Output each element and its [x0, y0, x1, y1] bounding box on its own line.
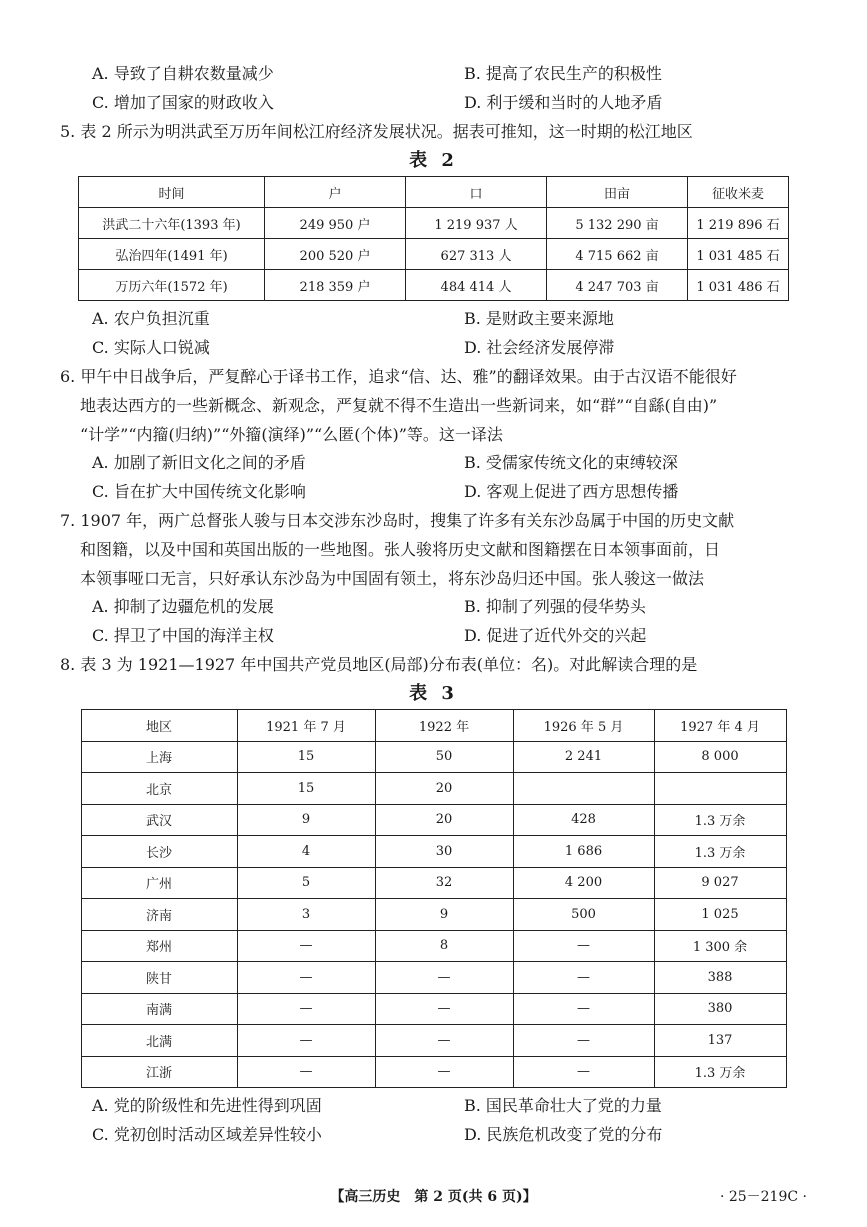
table3	[81, 709, 787, 1088]
table-cell: 1 219 937 人	[406, 208, 547, 239]
table-cell: 15	[237, 741, 375, 773]
table2-header-row	[79, 177, 789, 208]
table-cell: 1.3 万余	[654, 804, 786, 836]
table-row	[81, 867, 786, 899]
q4-options-row1	[60, 60, 807, 89]
table-cell: 1 031 486 石	[688, 270, 789, 301]
table-cell: —	[237, 930, 375, 962]
table-cell: —	[513, 993, 654, 1025]
q7-option-a: A. 抑制了边疆危机的发展	[92, 597, 274, 616]
table-cell: 9	[375, 899, 513, 931]
table-cell: —	[513, 1056, 654, 1088]
table-cell: 484 414 人	[406, 270, 547, 301]
q4-option-a: A. 导致了自耕农数量减少	[92, 64, 274, 83]
q8-stem: 8. 表 3 为 1921—1927 年中国共产党员地区(局部)分布表(单位：名)。对此解读合理的是	[60, 655, 698, 674]
table-row	[81, 1025, 786, 1057]
q6-option-c: C. 旨在扩大中国传统文化影响	[92, 481, 306, 501]
table-cell: 3	[237, 899, 375, 931]
table-cell: 长沙	[81, 836, 237, 868]
table-row	[81, 993, 786, 1025]
table-cell: 5	[237, 867, 375, 899]
table-cell: 249 950 户	[265, 208, 406, 239]
table-cell: —	[513, 962, 654, 994]
table-cell: 30	[375, 836, 513, 868]
q7-option-c: C. 捍卫了中国的海洋主权	[92, 625, 274, 645]
table-cell: 南满	[81, 993, 237, 1025]
q6-stem-line2: 地表达西方的一些新概念、新观念，严复就不得不生造出一些新词来，如“群”“自繇(自由)”	[80, 396, 718, 415]
table-cell: —	[237, 1025, 375, 1057]
table-cell: 江浙	[81, 1056, 237, 1088]
table-row	[81, 804, 786, 836]
table-cell: 4 200	[513, 867, 654, 899]
table-cell: 4	[237, 836, 375, 868]
table-cell: 上海	[81, 741, 237, 773]
table-cell: —	[237, 1056, 375, 1088]
table3-header-cell: 1926 年 5 月	[513, 710, 654, 742]
table-cell: 200 520 户	[265, 239, 406, 270]
table-row	[79, 208, 789, 239]
table-row	[79, 239, 789, 270]
q5-option-b: B. 是财政主要来源地	[464, 309, 614, 328]
q8-options-row1	[60, 1092, 807, 1121]
table-cell: 428	[513, 804, 654, 836]
q5-options-row2	[60, 334, 807, 363]
table-cell: 20	[375, 804, 513, 836]
table-cell: 32	[375, 867, 513, 899]
table-cell: 1 031 485 石	[688, 239, 789, 270]
table-cell: 济南	[81, 899, 237, 931]
table-cell: —	[237, 993, 375, 1025]
table-cell: —	[513, 930, 654, 962]
q6-stem-line3: “计学”“内籀(归纳)”“外籀(演绎)”“么匿(个体)”等。这一译法	[80, 425, 503, 444]
q4-options-row2	[60, 89, 807, 118]
table-cell: 388	[654, 962, 786, 994]
q6-options-row2	[60, 478, 807, 507]
table-cell: —	[375, 993, 513, 1025]
table2-header-cell: 户	[265, 177, 406, 208]
q8-option-b: B. 国民革命壮大了党的力量	[464, 1096, 662, 1115]
table-cell: 4 247 703 亩	[547, 270, 688, 301]
table-cell: 1 219 896 石	[688, 208, 789, 239]
table-cell: —	[375, 1025, 513, 1057]
table-cell: 武汉	[81, 804, 237, 836]
table-cell	[513, 773, 654, 805]
table2-header-cell: 田亩	[547, 177, 688, 208]
table-cell: 500	[513, 899, 654, 931]
table-row	[81, 741, 786, 773]
table-cell: 9 027	[654, 867, 786, 899]
q7-option-d: D. 促进了近代外交的兴起	[464, 625, 647, 645]
table3-header-cell: 地区	[81, 710, 237, 742]
q6-option-b: B. 受儒家传统文化的束缚较深	[464, 453, 678, 472]
table-cell: —	[237, 962, 375, 994]
table-cell: 15	[237, 773, 375, 805]
table-cell: 4 715 662 亩	[547, 239, 688, 270]
table3-header-cell: 1922 年	[375, 710, 513, 742]
q5-option-d: D. 社会经济发展停滞	[464, 337, 615, 357]
q6-options-row1	[60, 449, 807, 478]
q5-option-a: A. 农户负担沉重	[92, 309, 210, 328]
exam-code: · 25－219C ·	[719, 1189, 807, 1205]
table-cell: 218 359 户	[265, 270, 406, 301]
table-cell: 万历六年(1572 年)	[79, 270, 265, 301]
table-row	[81, 1056, 786, 1088]
q7-stem-line1: 7. 1907 年，两广总督张人骏与日本交涉东沙岛时，搜集了许多有关东沙岛属于中国的历史文献	[60, 511, 735, 530]
q7-stem-line2: 和图籍，以及中国和英国出版的一些地图。张人骏将历史文献和图籍摆在日本领事面前，日	[80, 540, 721, 559]
table-cell: 北京	[81, 773, 237, 805]
table-cell: 5 132 290 亩	[547, 208, 688, 239]
table-cell: —	[375, 1056, 513, 1088]
table-cell: 8	[375, 930, 513, 962]
table-cell: 20	[375, 773, 513, 805]
table-cell: —	[513, 1025, 654, 1057]
q4-option-d: D. 利于缓和当时的人地矛盾	[464, 92, 663, 112]
table-cell: —	[375, 962, 513, 994]
table-cell: 1 686	[513, 836, 654, 868]
table-cell: 郑州	[81, 930, 237, 962]
table-cell: 广州	[81, 867, 237, 899]
table-cell: 洪武二十六年(1393 年)	[79, 208, 265, 239]
table-cell: 北满	[81, 1025, 237, 1057]
q4-option-c: C. 增加了国家的财政收入	[92, 92, 274, 112]
q5-options-row1	[60, 305, 807, 334]
table2	[78, 176, 789, 301]
table-row	[81, 930, 786, 962]
q6-option-a: A. 加剧了新旧文化之间的矛盾	[92, 453, 306, 472]
q6-option-d: D. 客观上促进了西方思想传播	[464, 481, 679, 501]
table-cell: 1 025	[654, 899, 786, 931]
table-row	[79, 270, 789, 301]
table-cell: 8 000	[654, 741, 786, 773]
table-cell	[654, 773, 786, 805]
table-cell: 陕甘	[81, 962, 237, 994]
table2-header-cell: 口	[406, 177, 547, 208]
q4-option-b: B. 提高了农民生产的积极性	[464, 64, 662, 83]
table-cell: 2 241	[513, 741, 654, 773]
table-row	[81, 962, 786, 994]
table-cell: 380	[654, 993, 786, 1025]
q7-options-row2	[60, 622, 807, 651]
table-cell: 9	[237, 804, 375, 836]
q5-stem: 5. 表 2 所示为明洪武至万历年间松江府经济发展状况。据表可推知，这一时期的松江地区	[60, 122, 693, 141]
table-cell: 1 300 余	[654, 930, 786, 962]
table2-title: 表 2	[409, 150, 458, 171]
table-cell: 1.3 万余	[654, 1056, 786, 1088]
table-cell: 弘治四年(1491 年)	[79, 239, 265, 270]
table-row	[81, 773, 786, 805]
table2-header-cell: 征收米麦	[688, 177, 789, 208]
q8-option-d: D. 民族危机改变了党的分布	[464, 1124, 663, 1144]
q8-option-c: C. 党初创时活动区域差异性较小	[92, 1124, 322, 1144]
q6-stem-line1: 6. 甲午中日战争后，严复醉心于译书工作，追求“信、达、雅”的翻译效果。由于古汉语不能很好	[60, 367, 737, 386]
q7-options-row1	[60, 593, 807, 622]
q7-stem-line3: 本领事哑口无言，只好承认东沙岛为中国固有领土，将东沙岛归还中国。张人骏这一做法	[80, 569, 705, 588]
table-row	[81, 899, 786, 931]
table3-header-cell: 1927 年 4 月	[654, 710, 786, 742]
table-cell: 627 313 人	[406, 239, 547, 270]
table3-header-cell: 1921 年 7 月	[237, 710, 375, 742]
table3-header-row	[81, 710, 786, 742]
page-number-label: 【高三历史 第 2 页(共 6 页)】	[330, 1189, 537, 1205]
q7-option-b: B. 抑制了列强的侵华势头	[464, 597, 646, 616]
table-row	[81, 836, 786, 868]
q8-option-a: A. 党的阶级性和先进性得到巩固	[92, 1096, 322, 1115]
q8-options-row2	[60, 1121, 807, 1150]
table2-header-cell: 时间	[79, 177, 265, 208]
table-cell: 1.3 万余	[654, 836, 786, 868]
q5-option-c: C. 实际人口锐减	[92, 337, 210, 357]
table3-title: 表 3	[409, 683, 458, 704]
table-cell: 50	[375, 741, 513, 773]
table-cell: 137	[654, 1025, 786, 1057]
